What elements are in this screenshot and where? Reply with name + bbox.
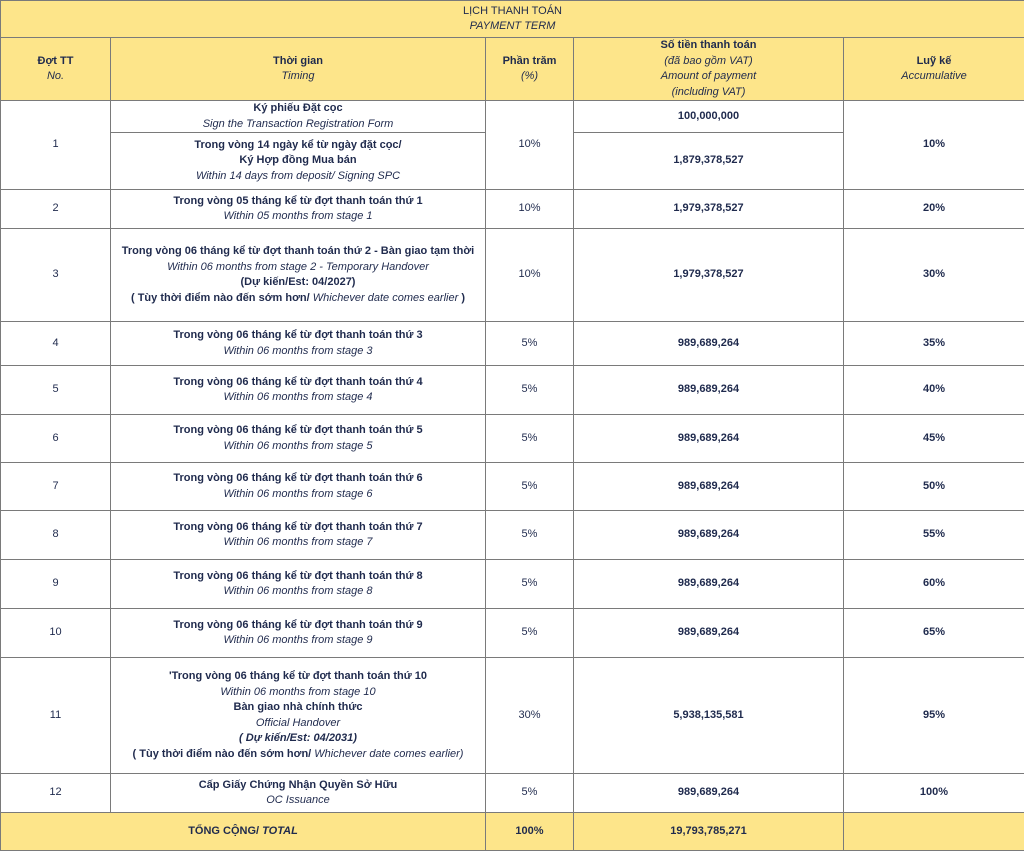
header-amount [574,38,844,101]
note-en: Whichever date comes earlier [313,292,459,304]
timing-vi: Ký Hợp đồng Mua bán [117,153,479,169]
row-no: 9 [1,560,111,609]
timing-vi: Trong vòng 05 tháng kể từ đợt thanh toán thứ 1 [117,194,479,210]
row-timing [111,101,486,133]
table-row [1,560,1024,609]
row-timing [111,511,486,560]
row-amount: 1,979,378,527 [574,190,844,229]
note-end: ) [461,292,465,304]
row-amount: 5,938,135,581 [574,658,844,774]
timing-en: OC Issuance [117,793,479,809]
timing-vi: Trong vòng 14 ngày kể từ ngày đặt cọc/ [117,138,479,154]
header-accum [844,38,1024,101]
row-amount: 989,689,264 [574,609,844,658]
row-accum: 10% [844,101,1024,190]
row-percent: 5% [486,511,574,560]
timing-en: Within 06 months from stage 10 [117,685,479,701]
header-percent-en: (%) [492,69,567,85]
row-accum: 45% [844,415,1024,463]
row-accum: 60% [844,560,1024,609]
row-amount: 989,689,264 [574,774,844,813]
row-accum: 20% [844,190,1024,229]
row-percent: 5% [486,322,574,366]
timing-en: Within 06 months from stage 2 - Temporary Handover [117,260,479,276]
row-timing [111,463,486,511]
timing-en: Within 06 months from stage 3 [117,344,479,360]
row-no: 10 [1,609,111,658]
row-no: 8 [1,511,111,560]
header-amount-en-note: (including VAT) [580,85,837,101]
header-row [1,38,1024,101]
row-timing [111,415,486,463]
row-percent: 10% [486,190,574,229]
total-amount: 19,793,785,271 [574,813,844,851]
timing-vi: Trong vòng 06 tháng kể từ đợt thanh toán thứ 6 [117,471,479,487]
row-percent: 10% [486,101,574,190]
row-accum: 55% [844,511,1024,560]
table-row [1,658,1024,774]
row-timing [111,366,486,415]
timing-vi: Trong vòng 06 tháng kể từ đợt thanh toán thứ 8 [117,569,479,585]
timing-vi: Trong vòng 06 tháng kể từ đợt thanh toán thứ 7 [117,520,479,536]
row-amount: 989,689,264 [574,560,844,609]
timing-en: Official Handover [117,716,479,732]
row-amount: 100,000,000 [574,101,844,133]
total-row [1,813,1024,851]
row-percent: 5% [486,463,574,511]
row-accum: 65% [844,609,1024,658]
header-percent-vi: Phần trăm [492,54,567,70]
row-accum: 30% [844,229,1024,322]
title-en: PAYMENT TERM [7,19,1018,35]
row-accum: 40% [844,366,1024,415]
row-accum: 50% [844,463,1024,511]
row-amount: 1,979,378,527 [574,229,844,322]
row-timing [111,560,486,609]
row-percent: 5% [486,774,574,813]
row-timing [111,774,486,813]
row-timing [111,322,486,366]
row-amount: 989,689,264 [574,463,844,511]
row-percent: 5% [486,609,574,658]
timing-vi: Trong vòng 06 tháng kể từ đợt thanh toán thứ 2 - Bàn giao tạm thời [117,244,479,260]
row-no: 12 [1,774,111,813]
row-percent: 5% [486,366,574,415]
title-vi: LỊCH THANH TOÁN [7,4,1018,20]
table-title [1,1,1024,38]
row-no: 4 [1,322,111,366]
row-timing [111,658,486,774]
row-no: 5 [1,366,111,415]
timing-en: Within 06 months from stage 9 [117,633,479,649]
header-no-en: No. [7,69,104,85]
total-label-vi: TỔNG CỘNG/ [188,825,259,837]
header-percent [486,38,574,101]
timing-vi: Trong vòng 06 tháng kể từ đợt thanh toán thứ 4 [117,375,479,391]
table-row [1,774,1024,813]
timing-en: Sign the Transaction Registration Form [117,117,479,133]
row-no: 3 [1,229,111,322]
row-no: 6 [1,415,111,463]
row-amount: 989,689,264 [574,511,844,560]
note-en: Whichever date comes earlier) [314,748,463,760]
total-percent: 100% [486,813,574,851]
timing-en: Within 05 months from stage 1 [117,209,479,225]
header-timing-en: Timing [117,69,479,85]
table-row [1,322,1024,366]
row-amount: 989,689,264 [574,366,844,415]
timing-vi: Trong vòng 06 tháng kể từ đợt thanh toán thứ 3 [117,328,479,344]
table-row [1,366,1024,415]
timing-en: Within 06 months from stage 4 [117,390,479,406]
header-accum-en: Accumulative [850,69,1018,85]
row-timing [111,190,486,229]
header-no-vi: Đợt TT [7,54,104,70]
header-amount-en: Amount of payment [580,69,837,85]
timing-en: Within 06 months from stage 8 [117,584,479,600]
table-row [1,463,1024,511]
timing-vi: Ký phiếu Đặt cọc [117,101,479,117]
total-accum-empty [844,813,1024,851]
header-timing-vi: Thời gian [117,54,479,70]
row-timing [111,229,486,322]
row-percent: 10% [486,229,574,322]
timing-en: Within 06 months from stage 6 [117,487,479,503]
table-row [1,190,1024,229]
header-amount-vi-note: (đã bao gồm VAT) [580,54,837,70]
timing-en: Within 14 days from deposit/ Signing SPC [117,169,479,185]
header-timing [111,38,486,101]
note-vi: ( Tùy thời điểm nào đến sớm hơn/ [131,292,310,304]
table-row [1,511,1024,560]
row-no: 11 [1,658,111,774]
table-row [1,101,1024,133]
table-row [1,415,1024,463]
timing-estimate: ( Dự kiến/Est: 04/2031) [117,731,479,747]
timing-estimate: (Dự kiến/Est: 04/2027) [117,275,479,291]
row-accum: 95% [844,658,1024,774]
table-row [1,229,1024,322]
timing-en: Within 06 months from stage 7 [117,535,479,551]
timing-vi: Cấp Giấy Chứng Nhận Quyền Sở Hữu [117,778,479,794]
row-no: 2 [1,190,111,229]
row-no: 1 [1,101,111,190]
row-no: 7 [1,463,111,511]
header-no [1,38,111,101]
timing-note [117,291,479,307]
header-accum-vi: Luỹ kế [850,54,1018,70]
row-timing [111,133,486,190]
row-percent: 5% [486,415,574,463]
total-label [1,813,486,851]
note-vi: ( Tùy thời điểm nào đến sớm hơn/ [133,748,312,760]
row-accum: 35% [844,322,1024,366]
timing-vi: 'Trong vòng 06 tháng kể từ đợt thanh toán thứ 10 [117,669,479,685]
timing-vi: Trong vòng 06 tháng kể từ đợt thanh toán thứ 9 [117,618,479,634]
row-amount: 989,689,264 [574,415,844,463]
timing-vi: Trong vòng 06 tháng kể từ đợt thanh toán thứ 5 [117,423,479,439]
row-amount: 989,689,264 [574,322,844,366]
row-timing [111,609,486,658]
timing-note [117,747,479,763]
header-amount-vi: Số tiền thanh toán [580,38,837,54]
table-row [1,609,1024,658]
title-row [1,1,1024,38]
row-amount: 1,879,378,527 [574,133,844,190]
row-percent: 5% [486,560,574,609]
row-accum: 100% [844,774,1024,813]
timing-en: Within 06 months from stage 5 [117,439,479,455]
row-percent: 30% [486,658,574,774]
total-label-en: TOTAL [262,825,298,837]
timing-vi: Bàn giao nhà chính thức [117,700,479,716]
